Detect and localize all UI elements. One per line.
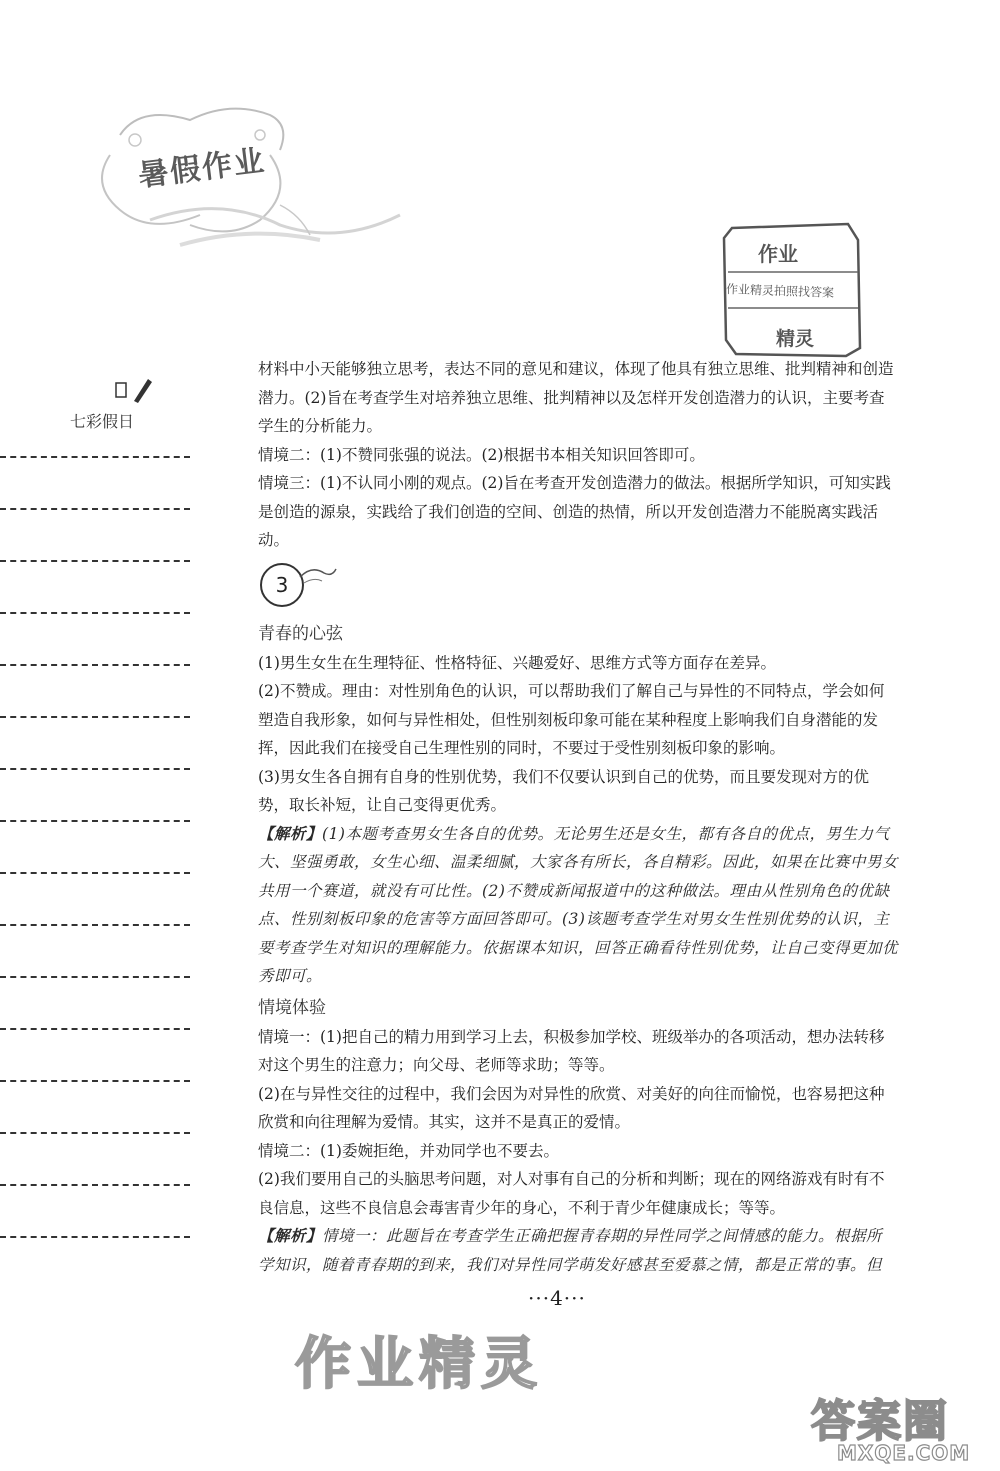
page-number: ···4··· xyxy=(528,1286,586,1310)
pencil-icon xyxy=(108,377,218,403)
section-number: 3 xyxy=(260,563,304,607)
answer-paragraph: (3)男女生各自拥有自身的性别优势，我们不仅要认识到自己的优势，而且要发现对方的优势，取长补短，让自己变得更优秀。 xyxy=(258,767,869,814)
note-line xyxy=(0,1184,190,1186)
analysis-paragraph xyxy=(258,1222,898,1279)
sidebar-logo-label: 七彩假日 xyxy=(70,412,135,431)
analysis-text: (1)本题考查男女生各自的优势。无论男生还是女生，都有各自的优点，男生力气大、坚强勇敢，女生心细、温柔细腻，大家各有所长，各自精彩。因此，如果在比赛中男女共用一个赛道，就没有可比性。(2)不赞成新闻报道中的这种做法。理由从性别角色的优缺点、性别刻板印象的危害等方面回答即可。(3)该题考查学生对男女生性别优势的认识，主要考查学生对知识的理解能力。依据课本知识，回答正确看待性别优势，让自己变得更加优秀即可。 xyxy=(258,824,899,985)
intro-paragraph: 情境三：(1)不认同小刚的观点。(2)旨在考查开发创造潜力的做法。根据所学知识，可知实践是创造的源泉，实践给了我们创造的空间、创造的热情，所以开发创造潜力不能脱离实践活动。 xyxy=(258,474,891,549)
note-line xyxy=(0,508,190,510)
stamp xyxy=(720,220,865,360)
answer-paragraph: 情境一：(1)把自己的精力用到学习上去，积极参加学校、班级举办的各项活动，想办法转移对这个男生的注意力；向父母、老师等求助；等等。 xyxy=(258,1027,885,1074)
note-line xyxy=(0,664,190,666)
note-line xyxy=(0,872,190,874)
note-line xyxy=(0,1132,190,1134)
note-line xyxy=(0,820,190,822)
flourish-icon xyxy=(298,563,338,593)
analysis-tag: 【解析】 xyxy=(258,823,323,843)
answer-paragraph: (2)在与异性交往的过程中，我们会因为对异性的欣赏、对美好的向往而愉悦，也容易把这种欣赏和向往理解为爱情。其实，这并不是真正的爱情。 xyxy=(258,1084,885,1131)
stamp-bottom-text: 精灵 xyxy=(776,328,815,350)
note-line xyxy=(0,768,190,770)
note-line xyxy=(0,1236,190,1238)
analysis-text: 情境一：此题旨在考查学生正确把握青春期的异性同学之间情感的能力。根据所学知识，随着青春期的到来，我们对异性同学萌发好感甚至爱慕之情，都是正常的事。但 xyxy=(258,1227,883,1274)
note-line xyxy=(0,1028,190,1030)
header-title: 暑假作业 xyxy=(136,143,268,194)
subhead-scenario: 情境体验 xyxy=(258,997,326,1018)
answer-paragraph: (2)我们要用自己的头脑思考问题，对人对事有自己的分析和判断；现在的网络游戏有时有不良信息，这些不良信息会毒害青少年的身心，不利于青少年健康成长；等等。 xyxy=(258,1170,885,1217)
section-marker xyxy=(258,563,338,613)
corner-logo-sub: MXQE.COM xyxy=(837,1441,971,1465)
subhead-heart-strings: 青春的心弦 xyxy=(258,623,343,644)
note-line xyxy=(0,612,190,614)
intro-paragraph: 情境二：(1)不赞同张强的说法。(2)根据书本相关知识回答即可。 xyxy=(258,445,705,464)
corner-logo xyxy=(805,1385,995,1465)
note-line xyxy=(0,976,190,978)
analysis-paragraph xyxy=(258,820,898,991)
note-line xyxy=(0,716,190,718)
sidebar-logo xyxy=(70,385,180,435)
corner-logo-main: 答案圈 xyxy=(811,1396,949,1447)
stamp-top-text: 作业 xyxy=(758,242,798,266)
answer-paragraph: 情境二：(1)委婉拒绝，并劝同学也不要去。 xyxy=(258,1141,559,1160)
stamp-middle-text: 作业精灵拍照找答案 xyxy=(725,282,835,300)
note-line xyxy=(0,456,190,458)
intro-paragraph: 材料中小天能够独立思考，表达不同的意见和建议，体现了他具有独立思维、批判精神和创造潜力。(2)旨在考查学生对培养独立思维、批判精神以及怎样开发创造潜力的认识，主要考查学生的分析能力。 xyxy=(258,360,894,435)
analysis-tag: 【解析】 xyxy=(258,1226,323,1245)
answer-paragraph: (1)男生女生在生理特征、性格特征、兴趣爱好、思维方式等方面存在差异。 xyxy=(258,653,776,672)
answer-paragraph: (2)不赞成。理由：对性别角色的认识，可以帮助我们了解自己与异性的不同特点，学会如何塑造自我形象，如何与异性相处，但性别刻板印象可能在某种程度上影响我们自身潜能的发挥，因此我们在接受自己生理性别的同时，不要过于受性别刻板印象的影响。 xyxy=(258,682,885,757)
note-line xyxy=(0,560,190,562)
note-line xyxy=(0,924,190,926)
footer-watermark: 作业精灵 xyxy=(295,1332,543,1397)
note-line xyxy=(0,1080,190,1082)
main-content xyxy=(258,355,898,1279)
